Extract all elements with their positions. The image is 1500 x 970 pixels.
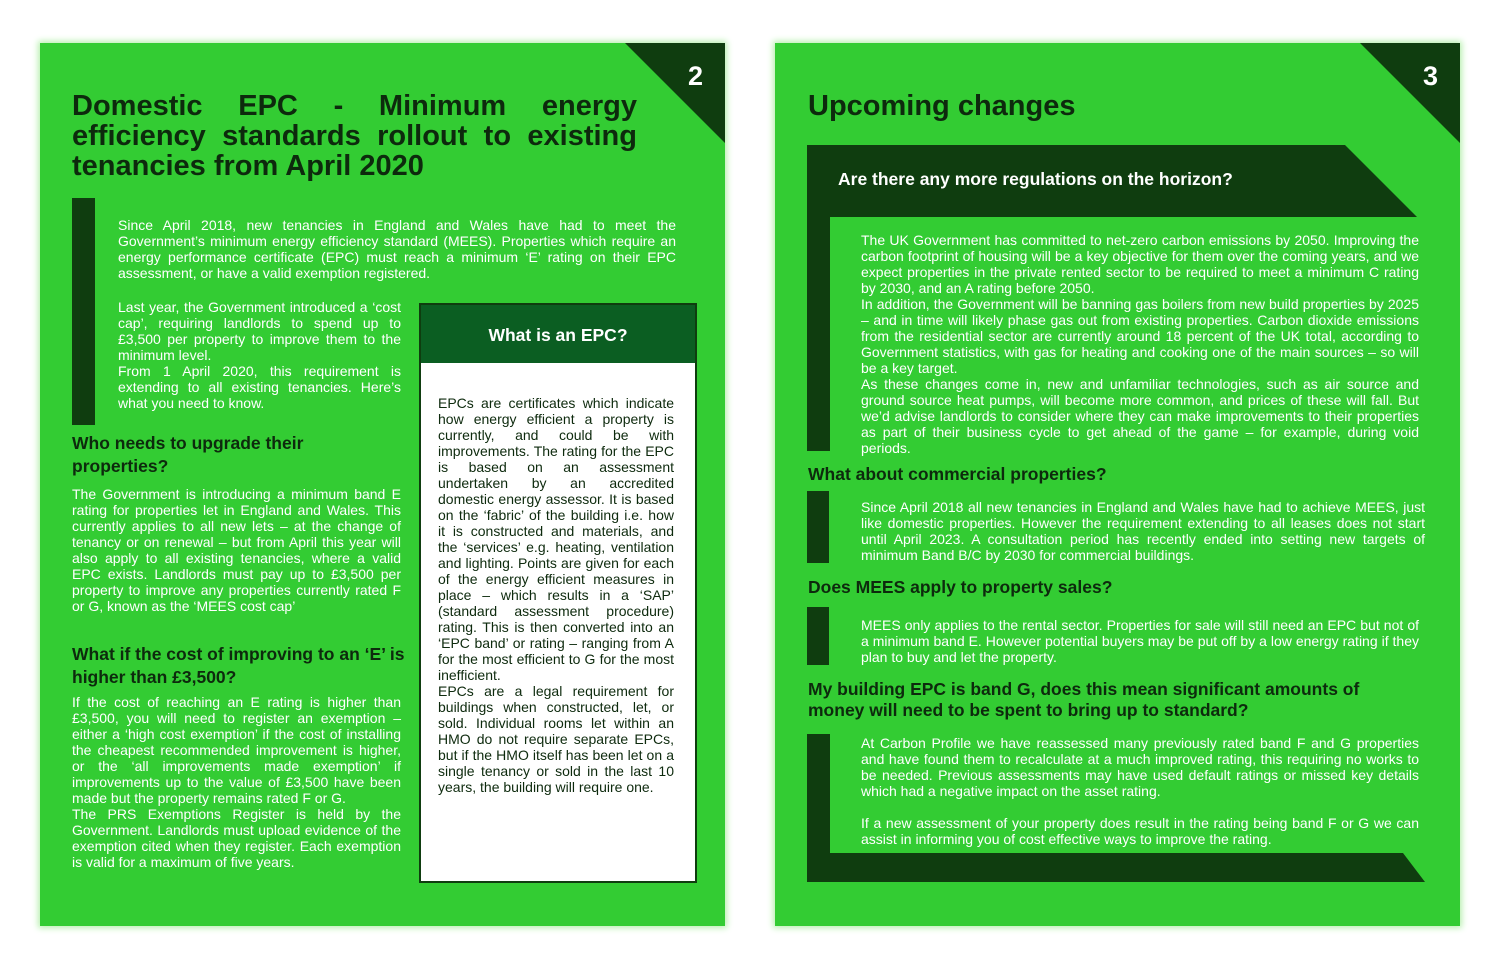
cost-cap-text: [118, 299, 401, 411]
intro-accent-bar: [72, 198, 95, 425]
page-number: 2: [687, 61, 703, 91]
page-title-text: Domestic EPC - Minimum energy efficiency standards rollout to existing tenancies from April 2020: [72, 90, 637, 182]
sales-text: MEES only applies to the rental sector. Properties for sale will still need an EPC but not of a minimum band E. However potential buyers may be put off by a low energy rating if they plan to buy and let the property.: [861, 617, 1419, 665]
technologies-paragraph: As these changes come in, new and unfamiliar technologies, such as air source and ground source heat pumps, will become more common, and prices of these will fall. But we’d advise landlords to consider where they can make improvements to their properties as part of their business cycle to get ahead of the game – for example, during void periods.: [861, 376, 1419, 456]
regulations-accent-bar: [807, 217, 830, 451]
epc-legal-paragraph: EPCs are a legal requirement for buildings when constructed, let, or sold. Individual rooms let within an HMO do not require separate EPCs, but if the HMO itself has been let on a single tenancy or sold in the last 10 years, the building will require one.: [438, 683, 674, 795]
page-2: [40, 43, 725, 926]
band-g-text: [861, 735, 1419, 847]
who-heading: Who needs to upgrade their properties?: [72, 433, 304, 476]
sales-heading: Does MEES apply to property sales?: [808, 577, 1113, 597]
page-corner-triangle: [625, 43, 725, 143]
cost-exemption-paragraph: If the cost of reaching an E rating is higher than £3,500, you will need to register an exemption – either a ‘high cost exemption’ if the cost of installing the cheapest recommended improvement is higher, or the ‘all improvements made exemption’ if improvements up to the value of £3,500 have been made but the property remains rated F or G.: [72, 694, 401, 806]
regulations-text: [861, 232, 1419, 456]
commercial-heading: What about commercial properties?: [808, 464, 1107, 484]
reassessment-paragraph: At Carbon Profile we have reassessed many previously rated band F and G properties and have found them to recalculate at a much improved rating, this requiring no works to be needed. Previous assessments may have used default ratings or missed key details which had a negative impact on the asset rating.: [861, 735, 1419, 799]
sales-accent-bar: [807, 607, 829, 665]
exemption-register-paragraph: The PRS Exemptions Register is held by the Government. Landlords must upload evidence of the exemption cited when they register. Each exemption is valid for a maximum of five years.: [72, 806, 401, 870]
bottom-bar-shape: [807, 853, 1425, 882]
cost-heading: What if the cost of improving to an ‘E’ is higher than £3,500?: [72, 644, 405, 687]
intro-text: Since April 2018, new tenancies in England and Wales have had to meet the Government’s minimum energy efficiency standard (MEES). Properties which require an energy performance certificate (EPC) must reach a minimum ‘E’ rating on their EPC assessment, or have a valid exemption registered.: [118, 217, 676, 281]
page-title: [72, 91, 637, 181]
cost-text: [72, 694, 401, 870]
epc-info-box: [419, 303, 697, 883]
gas-boilers-paragraph: In addition, the Government will be banning gas boilers from new build properties by 2025 – and in time will likely phase gas out from existing properties. Carbon dioxide emissions from the residential sector are currently around 18 percent of the UK total, according to Government statistics, with gas for heating and cooking one of the main sources – so will be a key target.: [861, 296, 1419, 376]
page-title: Upcoming changes: [808, 90, 1076, 122]
assistance-paragraph: If a new assessment of your property does result in the rating being band F or G we can assist in informing you of cost effective ways to improve the rating.: [861, 815, 1419, 847]
cost-cap-paragraph: Last year, the Government introduced a ‘cost cap’, requiring landlords to spend up to £3,500 per property to improve them to the minimum level.: [118, 299, 401, 363]
page-number: 3: [1422, 61, 1438, 91]
commercial-accent-bar: [807, 491, 829, 563]
epc-box-text: [438, 395, 674, 795]
who-text: The Government is introducing a minimum band E rating for properties let in England and Wales. This currently applies to all new lets – at the change of tenancy or on renewal – but from April this year will also apply to all existing tenancies, where a valid EPC exists. Landlords must pay up to £3,500 per property to improve any properties currently rated F or G, known as the ‘MEES cost cap’: [72, 486, 401, 614]
commercial-text: Since April 2018 all new tenancies in England and Wales have had to achieve MEES, just like domestic properties. However the requirement extending to all leases does not start until April 2023. A consultation period has recently ended into setting new targets of minimum Band B/C by 2030 for commercial buildings.: [861, 499, 1425, 563]
net-zero-paragraph: The UK Government has committed to net-zero carbon emissions by 2050. Improving the carbon footprint of housing will be a key objective for them over the coming years, and we expect properties in the private rented sector to be required to meet a minimum C rating by 2030, and an A rating before 2050.: [861, 232, 1419, 296]
epc-box-title: What is an EPC?: [488, 325, 628, 345]
band-g-heading: My building EPC is band G, does this mean significant amounts of money will need to be spent to bring up to standard?: [808, 679, 1360, 720]
existing-tenancies-paragraph: From 1 April 2020, this requirement is extending to all existing tenancies. Here’s what you need to know.: [118, 363, 401, 411]
page-3: [775, 43, 1460, 926]
regulations-banner-title: Are there any more regulations on the horizon?: [838, 169, 1233, 189]
page-corner-triangle: [1360, 43, 1460, 143]
epc-definition-paragraph: EPCs are certificates which indicate how energy efficient a property is currently, and could be with improvements. The rating for the EPC is based on an assessment undertaken by an accredited domestic energy assessor. It is based on the ‘fabric’ of the building i.e. how it is constructed and materials, and the ‘services’ e.g. heating, ventilation and lighting. Points are given for each of the energy efficient measures in place – which results in a ‘SAP’ (standard assessment procedure) rating. This is then converted into an ‘EPC band’ or rating – ranging from A for the most efficient to G for the most inefficient.: [438, 395, 674, 683]
band-g-accent-bar-bottom: [807, 853, 1427, 883]
